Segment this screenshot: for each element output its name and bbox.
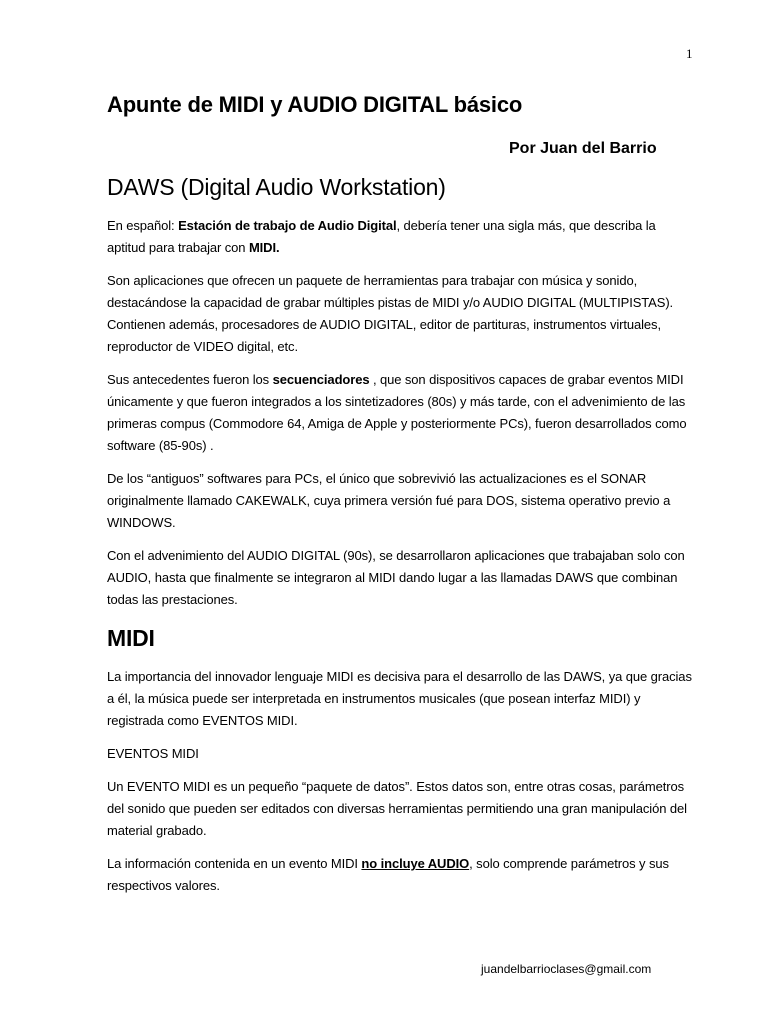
paragraph-daws-audio-digital: Con el advenimiento del AUDIO DIGITAL (90s), se desarrollaron aplicaciones que trabajaban solo con AUDIO, hasta que finalmente se integraron al MIDI dando lugar a las llamadas DAWS que combinan todas las prestaciones. xyxy=(107,548,685,607)
paragraph-midi-no-audio xyxy=(107,853,697,897)
paragraph-daws-definition xyxy=(107,215,697,259)
section-heading-daws: DAWS (Digital Audio Workstation) xyxy=(107,174,446,200)
paragraph-daws-history xyxy=(107,369,697,457)
document-title: Apunte de MIDI y AUDIO DIGITAL básico xyxy=(107,92,523,117)
text-span: , solo comprende parámetros y sus respectivos valores. xyxy=(107,856,669,893)
text-span: La información contenida en un evento MIDI xyxy=(107,856,362,871)
author-line: Por Juan del Barrio xyxy=(509,140,657,157)
bold-term: Estación de trabajo de Audio Digital xyxy=(178,218,397,233)
underlined-term: no incluye AUDIO xyxy=(361,856,470,871)
text-span: En español: xyxy=(107,218,179,233)
text-span: , debería tener una sigla más, que describa la aptitud para trabajar con xyxy=(107,218,656,255)
paragraph-daws-sonar: De los “antiguos” softwares para PCs, el único que sobrevivió las actualizaciones es el SONAR originalmente llamado CAKEWALK, cuya primera versión fué para DOS, sistema operativo previo a WINDOWS. xyxy=(107,471,671,530)
bold-term: MIDI. xyxy=(248,240,280,255)
section-heading-midi: MIDI xyxy=(107,625,155,651)
paragraph-daws-applications: Son aplicaciones que ofrecen un paquete de herramientas para trabajar con música y sonido, destacándose la capacidad de grabar múltiples pistas de MIDI y/o AUDIO DIGITAL (MULTIPISTAS). Contienen además, procesadores de AUDIO DIGITAL, editor de partituras, instrumentos virtuales, reproductor de VIDEO digital, etc. xyxy=(107,273,674,354)
paragraph-midi-importance: La importancia del innovador lenguaje MIDI es decisiva para el desarrollo de las DAWS, ya que gracias a él, la música puede ser interpretada en instrumentos musicales (que posean interfaz MIDI) y registrada como EVENTOS MIDI. xyxy=(107,669,692,728)
paragraph-midi-event-definition: Un EVENTO MIDI es un pequeño “paquete de datos”. Estos datos son, entre otras cosas, parámetros del sonido que pueden ser editados con diversas herramientas permitiendo una gran manipulación del material grabado. xyxy=(107,779,687,838)
text-span: Sus antecedentes fueron los xyxy=(107,372,273,387)
bold-term: secuenciadores xyxy=(272,372,370,387)
document-body xyxy=(107,92,697,908)
page-number: 1 xyxy=(686,46,693,61)
text-span: , que son dispositivos capaces de grabar eventos MIDI únicamente y que fueron integrados a los sintetizadores (80s) y más tarde, con el advenimiento de las primeras compus (Commodore 64, Amiga de Apple y posteriormente PCs), fueron desarrollados como software (85-90s) . xyxy=(107,372,687,453)
paragraph-midi-events-label: EVENTOS MIDI xyxy=(107,746,199,761)
footer-email: juandelbarrioclases@gmail.com xyxy=(481,962,652,976)
